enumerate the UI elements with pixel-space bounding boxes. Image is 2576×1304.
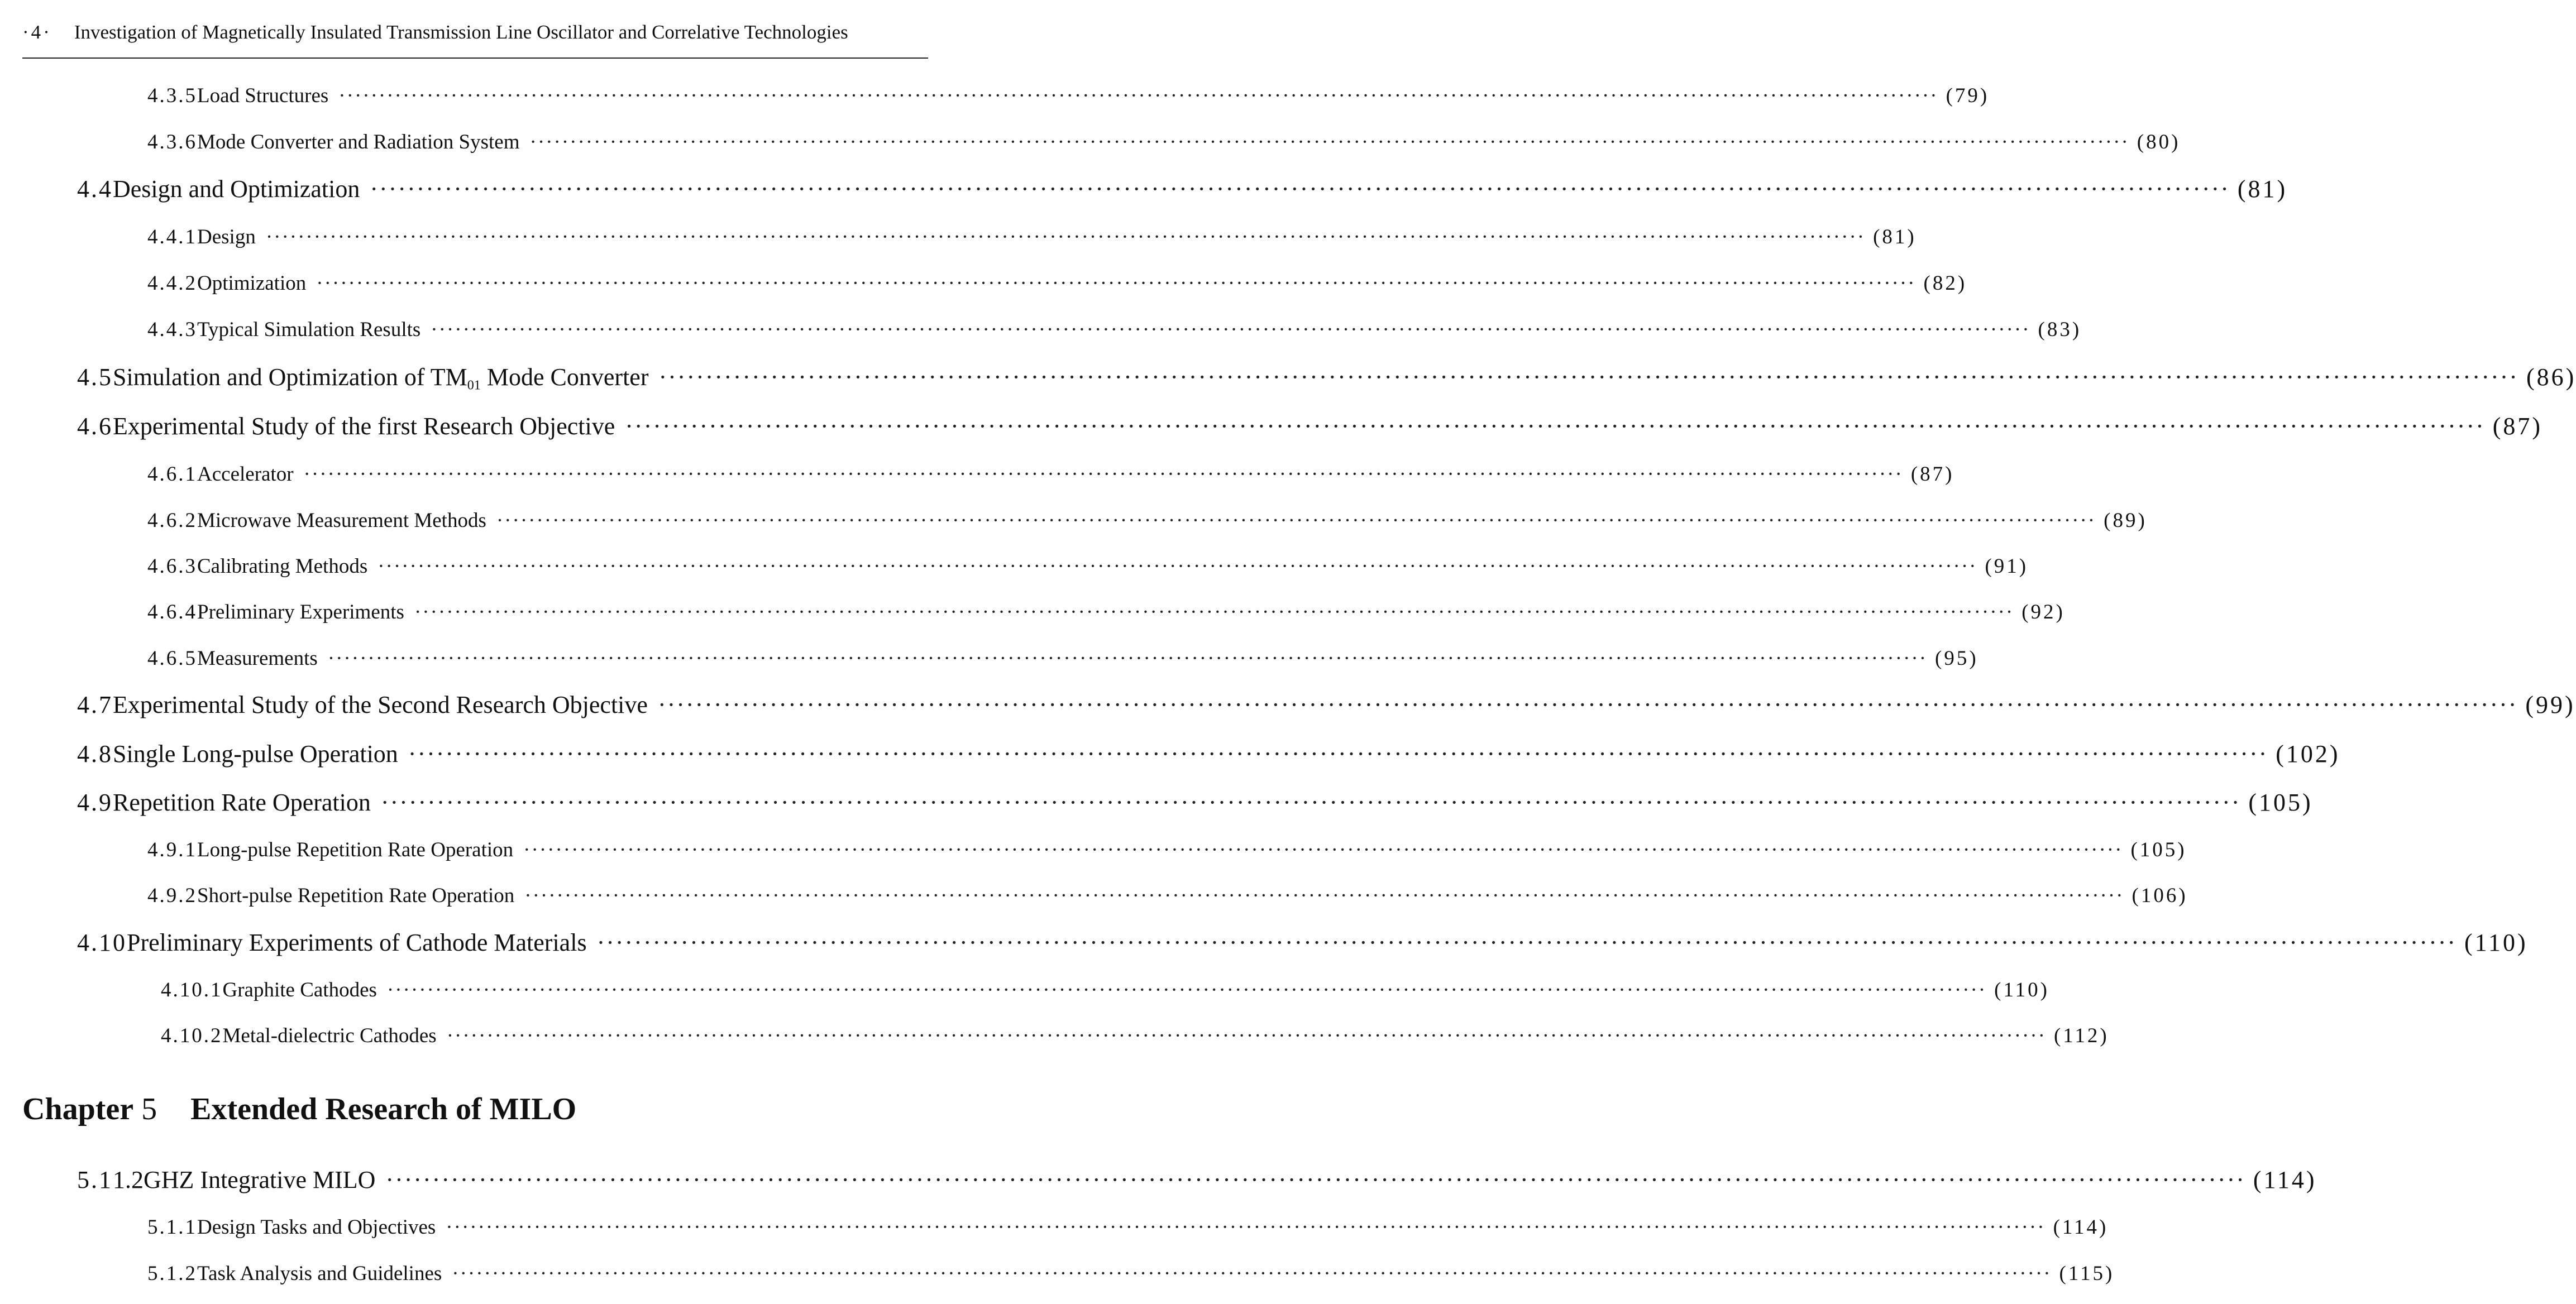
leader-dots: ········································································································································································································	[380, 789, 2241, 816]
entry-page: (92)	[2021, 601, 2065, 624]
chapter-title: Extended Research of MILO	[190, 1092, 577, 1126]
leader-dots: ········································································································································································································	[386, 979, 1987, 1001]
toc-entry-4-10-1[interactable]	[161, 978, 2049, 1002]
toc-entry-4-6-1[interactable]	[147, 462, 1954, 486]
toc-entry-4-9-1[interactable]	[147, 838, 2187, 862]
entry-number: 4.4.2	[147, 272, 197, 295]
leader-dots: ········································································································································································································	[316, 272, 1916, 295]
toc-entry-4-7[interactable]	[77, 691, 2575, 719]
entry-title: Graphite Cathodes	[222, 979, 377, 1001]
entry-title: Calibrating Methods	[197, 555, 368, 578]
entry-page: (106)	[2131, 884, 2188, 907]
entry-title: Task Analysis and Guidelines	[197, 1262, 442, 1285]
entry-number: 4.9.2	[147, 884, 197, 907]
toc-entry-4-5[interactable]	[77, 363, 2576, 393]
chapter-number: 5	[141, 1092, 157, 1126]
entry-page: (105)	[2130, 838, 2187, 861]
toc-entry-4-6-2[interactable]	[147, 509, 2147, 533]
toc-entry-5-1-2[interactable]	[147, 1262, 2115, 1286]
entry-number: 4.10	[77, 929, 127, 956]
leader-dots: ········································································································································································································	[446, 1216, 2045, 1239]
entry-title: Load Structures	[197, 84, 329, 107]
entry-number: 4.7	[77, 691, 113, 718]
entry-title: Design and Optimization	[113, 175, 360, 203]
leader-dots: ········································································································································································································	[431, 318, 2030, 341]
entry-number: 4.8	[77, 740, 113, 768]
leader-dots: ········································································································································································································	[452, 1262, 2052, 1285]
leader-dots: ········································································································································································································	[385, 1166, 2245, 1193]
entry-title: Single Long-pulse Operation	[113, 740, 398, 768]
leader-dots: ········································································································································································································	[446, 1024, 2046, 1047]
entry-title: Metal-dielectric Cathodes	[222, 1024, 437, 1047]
leader-dots: ········································································································································································································	[303, 463, 1903, 486]
toc-entry-4-10-2[interactable]	[161, 1024, 2109, 1048]
header-rule	[22, 57, 928, 59]
leader-dots: ········································································································································································································	[338, 84, 1938, 107]
entry-page: (87)	[2492, 413, 2543, 440]
leader-dots: ········································································································································································································	[496, 509, 2096, 532]
toc-entry-4-6-3[interactable]	[147, 554, 2029, 578]
entry-title: Mode Converter and Radiation System	[197, 131, 520, 154]
toc-entry-4-3-5[interactable]	[147, 84, 1990, 108]
entry-number: 4.6.3	[147, 555, 197, 578]
entry-page: (110)	[1994, 979, 2049, 1001]
entry-title: Design	[197, 226, 256, 248]
entry-page: (83)	[2038, 318, 2082, 341]
entry-title: Microwave Measurement Methods	[197, 509, 486, 532]
entry-title: Simulation and Optimization of $TM_{01}$ Mode Converter	[113, 363, 649, 393]
toc-entry-4-4[interactable]	[77, 175, 2288, 203]
entry-page: (95)	[1935, 647, 1978, 670]
leader-dots: ········································································································································································································	[523, 838, 2123, 861]
entry-page: (115)	[2059, 1262, 2115, 1285]
leader-dots: ········································································································································································································	[327, 647, 1928, 670]
toc-entry-5-1-1[interactable]	[147, 1215, 2109, 1239]
leader-dots: ········································································································································································································	[370, 175, 2230, 203]
entry-page: (114)	[2253, 1166, 2317, 1193]
toc-entry-4-6-5[interactable]	[147, 646, 1978, 670]
entry-title: Short-pulse Repetition Rate Operation	[197, 884, 515, 907]
entry-page: (105)	[2248, 789, 2313, 816]
entry-page: (80)	[2137, 131, 2181, 154]
entry-number: 4.6.2	[147, 509, 197, 532]
entry-title: Preliminary Experiments of Cathode Materials	[127, 929, 587, 956]
entry-number: 4.6.1	[147, 463, 197, 486]
entry-title: Accelerator	[197, 463, 294, 486]
toc-entry-4-3-6[interactable]	[147, 130, 2181, 154]
leader-dots: ········································································································································································································	[625, 413, 2485, 440]
entry-page: (87)	[1910, 463, 1954, 486]
page-number: ·4·	[22, 21, 52, 43]
toc-entry-5-1[interactable]	[77, 1166, 2317, 1194]
entry-number: 4.6.5	[147, 647, 197, 670]
toc-entry-4-6-4[interactable]	[147, 600, 2065, 624]
entry-title: Preliminary Experiments	[197, 601, 404, 624]
entry-number: 5.1.1	[147, 1216, 197, 1239]
entry-page: (114)	[2053, 1216, 2109, 1239]
entry-number: 4.9.1	[147, 838, 197, 861]
entry-page: (81)	[1873, 226, 1917, 248]
entry-number: 4.4.3	[147, 318, 197, 341]
leader-dots: ········································································································································································································	[408, 740, 2268, 768]
entry-page: (112)	[2053, 1024, 2109, 1047]
entry-title: Typical Simulation Results	[197, 318, 421, 341]
toc-entry-4-4-1[interactable]	[147, 225, 1917, 249]
toc-entry-4-4-3[interactable]	[147, 318, 2082, 342]
entry-number: 4.6.4	[147, 601, 197, 624]
entry-number: 4.3.5	[147, 84, 197, 107]
entry-number: 4.10.1	[161, 979, 223, 1001]
chapter-label: Chapter	[22, 1092, 134, 1126]
entry-page: (81)	[2237, 175, 2288, 203]
entry-number: 4.4.1	[147, 226, 197, 248]
toc-entry-4-9[interactable]	[77, 788, 2313, 817]
leader-dots: ········································································································································································································	[658, 363, 2518, 391]
entry-number: 4.3.6	[147, 131, 197, 154]
entry-page: (102)	[2276, 740, 2340, 768]
entry-title: Optimization	[197, 272, 307, 295]
leader-dots: ········································································································································································································	[596, 929, 2457, 956]
entry-title: Experimental Study of the first Research Objective	[113, 413, 615, 440]
running-title: Investigation of Magnetically Insulated Transmission Line Oscillator and Correlative Technologies	[74, 21, 848, 43]
entry-page: (89)	[2104, 509, 2147, 532]
entry-number: 5.1.2	[147, 1262, 197, 1285]
toc-entry-4-10[interactable]	[77, 928, 2528, 957]
chapter-heading[interactable]	[22, 1091, 576, 1127]
leader-dots: ········································································································································································································	[657, 691, 2518, 718]
toc-entry-4-9-2[interactable]	[147, 884, 2188, 908]
leader-dots: ········································································································································································································	[265, 226, 1866, 248]
entry-title: Design Tasks and Objectives	[197, 1216, 436, 1239]
entry-page: (79)	[1946, 84, 1990, 107]
leader-dots: ········································································································································································································	[524, 884, 2124, 907]
entry-page: (82)	[1923, 272, 1967, 295]
entry-title: Long-pulse Repetition Rate Operation	[197, 838, 514, 861]
leader-dots: ········································································································································································································	[377, 555, 1977, 578]
entry-page: (86)	[2526, 363, 2576, 391]
entry-number: 4.9	[77, 789, 113, 816]
toc-entry-4-4-2[interactable]	[147, 271, 1967, 295]
entry-title: Experimental Study of the Second Research Objective	[113, 691, 648, 718]
entry-number: 4.5	[77, 363, 113, 391]
toc-entry-4-6[interactable]	[77, 412, 2543, 440]
leader-dots: ········································································································································································································	[529, 131, 2129, 154]
entry-number: 5.1	[77, 1166, 113, 1193]
leader-dots: ········································································································································································································	[414, 601, 2014, 624]
entry-title: 1.2GHZ Integrative MILO	[113, 1166, 376, 1193]
entry-number: 4.4	[77, 175, 113, 203]
entry-title: Repetition Rate Operation	[113, 789, 371, 816]
running-header	[22, 21, 928, 44]
entry-number: 4.10.2	[161, 1024, 223, 1047]
entry-page: (91)	[1985, 555, 2029, 578]
entry-page: (110)	[2464, 929, 2528, 956]
entry-title: Measurements	[197, 647, 318, 670]
entry-page: (99)	[2525, 691, 2575, 718]
entry-number: 4.6	[77, 413, 113, 440]
toc-entry-4-8[interactable]	[77, 740, 2340, 768]
